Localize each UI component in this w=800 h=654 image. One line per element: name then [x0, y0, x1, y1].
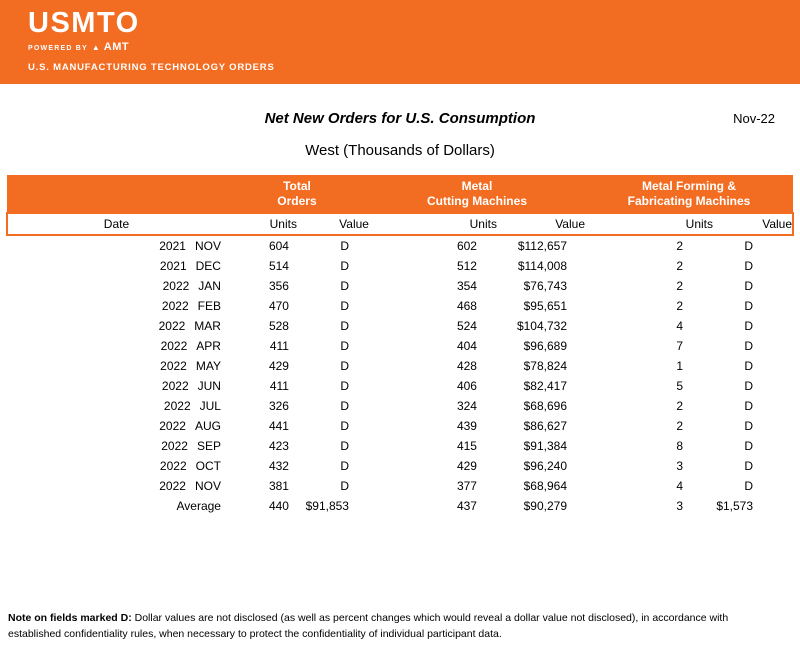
forming-units-cell: 5 [676, 379, 683, 393]
date-year: 2021 [159, 259, 187, 273]
forming-value-cell: D [744, 299, 754, 313]
cutting-units-cell: 404 [456, 339, 477, 353]
date-year: 2022 [161, 299, 189, 313]
total-units-cell: 381 [268, 479, 289, 493]
total-units-cell: 441 [268, 419, 289, 433]
total-value-cell: D [340, 299, 349, 313]
group-label-line: Orders [277, 194, 317, 208]
cutting-units-cell: 437 [456, 499, 477, 513]
date-month: MAR [194, 319, 221, 333]
total-value-cell: D [340, 239, 349, 253]
cutting-units-cell: 512 [456, 259, 477, 273]
report-subtitle: West (Thousands of Dollars) [305, 142, 495, 159]
total-value-cell: D [340, 259, 349, 273]
total-value-cell: D [340, 479, 349, 493]
usmto-banner [0, 0, 800, 84]
group-header-metal-cutting [369, 175, 585, 213]
report-title: Net New Orders for U.S. Consumption [264, 110, 536, 127]
table-row [7, 256, 793, 276]
column-header-total-value: Value [297, 213, 369, 235]
amt-logo-text: AMT [103, 41, 130, 53]
group-header-row [7, 175, 793, 213]
total-value-cell: D [340, 359, 349, 373]
total-units-cell: 470 [268, 299, 289, 313]
cutting-units-cell: 429 [456, 459, 477, 473]
date-year: 2022 [159, 419, 186, 433]
total-units-cell: 432 [268, 459, 289, 473]
group-label-line: Fabricating Machines [627, 194, 751, 208]
forming-units-cell: 2 [676, 259, 683, 273]
note-label: Note on fields marked D: [8, 612, 132, 624]
group-label-line: Total [283, 179, 311, 193]
cutting-units-cell: 324 [456, 399, 477, 413]
date-cell [7, 476, 225, 496]
forming-units-cell: 4 [676, 479, 683, 493]
date-month: JUL [199, 399, 221, 413]
forming-value-cell: D [744, 359, 754, 373]
date-cell [7, 396, 225, 416]
column-header-forming-value: Value [713, 213, 793, 235]
cutting-units-cell: 524 [456, 319, 477, 333]
date-cell [7, 316, 225, 336]
forming-value-cell: D [744, 259, 754, 273]
forming-value-cell: D [744, 399, 754, 413]
forming-units-cell: 4 [676, 319, 683, 333]
cutting-value-cell: $104,732 [516, 319, 567, 333]
powered-by-row [28, 41, 800, 53]
table-row [7, 476, 793, 496]
cutting-units-cell: 439 [456, 419, 477, 433]
cutting-value-cell: $68,964 [523, 479, 567, 493]
total-value-cell: D [340, 379, 349, 393]
total-units-cell: 326 [268, 399, 289, 413]
date-year: 2022 [160, 359, 187, 373]
date-cell [7, 416, 225, 436]
date-year: 2021 [159, 239, 186, 253]
cutting-value-cell: $96,240 [523, 459, 567, 473]
date-cell [7, 235, 225, 256]
average-row [7, 496, 793, 516]
cutting-value-cell: $78,824 [523, 359, 567, 373]
cutting-value-cell: $114,008 [517, 259, 567, 273]
cutting-value-cell: $76,743 [523, 279, 567, 293]
table-row [7, 436, 793, 456]
forming-units-cell: 2 [676, 239, 683, 253]
table-row [7, 416, 793, 436]
cutting-units-cell: 428 [456, 359, 477, 373]
date-month: NOV [194, 239, 221, 253]
date-month: OCT [195, 459, 221, 473]
date-cell [7, 256, 225, 276]
cutting-units-cell: 406 [456, 379, 477, 393]
forming-units-cell: 2 [676, 399, 683, 413]
table-row [7, 356, 793, 376]
table-row [7, 396, 793, 416]
date-cell [7, 356, 225, 376]
forming-value-cell: D [744, 439, 754, 453]
banner-tagline: U.S. MANUFACTURING TECHNOLOGY ORDERS [28, 62, 275, 73]
note-text: Dollar values are not disclosed (as well as percent changes which would reveal a dollar value not disclosed), in accordance with established confidentiality rules, when necessary to protect the confidentiality of individual participant data. [8, 612, 729, 641]
date-month: APR [196, 339, 221, 353]
date-month: FEB [197, 299, 221, 313]
confidentiality-note [8, 610, 756, 643]
group-header-total-orders [225, 175, 369, 213]
powered-by-label: POWERED BY [28, 45, 88, 52]
date-cell [7, 336, 225, 356]
table-body [7, 235, 793, 516]
date-cell [7, 296, 225, 316]
forming-units-cell: 2 [676, 299, 683, 313]
total-value-cell: D [340, 419, 349, 433]
forming-units-cell: 2 [676, 419, 683, 433]
date-cell [7, 496, 225, 516]
forming-units-cell: 2 [676, 279, 683, 293]
total-value-cell: D [340, 279, 349, 293]
total-units-cell: 411 [269, 379, 289, 393]
group-label-line: Metal [461, 179, 493, 193]
date-month: AUG [194, 419, 221, 433]
total-units-cell: 423 [268, 439, 289, 453]
forming-units-cell: 8 [676, 439, 683, 453]
group-label-line: Metal Forming & [642, 179, 737, 193]
average-label: Average [176, 499, 221, 513]
cutting-value-cell: $91,384 [523, 439, 567, 453]
cutting-units-cell: 415 [456, 439, 477, 453]
total-value-cell: D [340, 339, 349, 353]
column-header-total-units: Units [225, 213, 297, 235]
total-value-cell: D [340, 319, 349, 333]
column-header-date: Date [7, 213, 225, 235]
table-row [7, 235, 793, 256]
cutting-value-cell: $90,279 [523, 499, 567, 513]
cutting-value-cell: $68,696 [523, 399, 567, 413]
column-header-forming-units: Units [585, 213, 713, 235]
title-row [0, 110, 800, 128]
date-month: JUN [197, 379, 221, 393]
forming-units-cell: 3 [676, 499, 683, 513]
date-month: DEC [195, 259, 221, 273]
table-row [7, 276, 793, 296]
total-units-cell: 528 [268, 319, 289, 333]
forming-value-cell: D [744, 419, 754, 433]
cutting-value-cell: $86,627 [523, 419, 567, 433]
date-cell [7, 276, 225, 296]
total-value-cell: D [340, 439, 349, 453]
cutting-value-cell: $96,689 [523, 339, 567, 353]
forming-value-cell: $1,573 [716, 499, 754, 513]
total-units-cell: 356 [268, 279, 289, 293]
table-row [7, 296, 793, 316]
forming-value-cell: D [744, 479, 754, 493]
date-year: 2022 [159, 459, 187, 473]
date-cell [7, 436, 225, 456]
column-header-cutting-units: Units [369, 213, 497, 235]
date-year: 2022 [162, 279, 190, 293]
date-month: JAN [198, 279, 221, 293]
date-year: 2022 [159, 479, 186, 493]
date-year: 2022 [161, 439, 188, 453]
date-year: 2022 [160, 339, 188, 353]
total-units-cell: 411 [269, 339, 289, 353]
forming-value-cell: D [744, 379, 754, 393]
cutting-units-cell: 377 [456, 479, 477, 493]
date-month: NOV [194, 479, 221, 493]
report-period: Nov-22 [733, 111, 775, 126]
forming-value-cell: D [744, 279, 754, 293]
group-header-metal-forming [585, 175, 793, 213]
cutting-value-cell: $112,657 [517, 239, 567, 253]
table-row [7, 456, 793, 476]
cutting-value-cell: $82,417 [523, 379, 567, 393]
group-header-spacer [7, 175, 225, 213]
forming-value-cell: D [744, 319, 754, 333]
date-month: SEP [196, 439, 221, 453]
date-cell [7, 456, 225, 476]
date-year: 2022 [158, 319, 186, 333]
cutting-units-cell: 354 [456, 279, 477, 293]
total-value-cell: D [340, 459, 349, 473]
column-header-row [7, 213, 793, 235]
total-value-cell: D [340, 399, 349, 413]
date-year: 2022 [161, 379, 189, 393]
cutting-value-cell: $95,651 [523, 299, 567, 313]
forming-value-cell: D [744, 239, 754, 253]
table-row [7, 336, 793, 356]
table-row [7, 316, 793, 336]
column-header-cutting-value: Value [497, 213, 585, 235]
table-row [7, 376, 793, 396]
date-cell [7, 376, 225, 396]
total-units-cell: 514 [268, 259, 289, 273]
forming-units-cell: 7 [676, 339, 683, 353]
forming-value-cell: D [744, 339, 754, 353]
date-year: 2022 [163, 399, 191, 413]
forming-units-cell: 1 [676, 359, 683, 373]
group-label-line: Cutting Machines [426, 194, 527, 208]
cutting-units-cell: 468 [456, 299, 477, 313]
cutting-units-cell: 602 [456, 239, 477, 253]
total-units-cell: 604 [268, 239, 289, 253]
forming-units-cell: 3 [676, 459, 683, 473]
date-month: MAY [195, 359, 221, 373]
total-units-cell: 429 [268, 359, 289, 373]
total-units-cell: 440 [268, 499, 289, 513]
amt-logo-icon: ▲ [91, 43, 100, 52]
usmto-logo: USMTO [28, 7, 140, 39]
total-value-cell: $91,853 [305, 499, 349, 513]
orders-table [6, 175, 794, 516]
forming-value-cell: D [744, 459, 754, 473]
